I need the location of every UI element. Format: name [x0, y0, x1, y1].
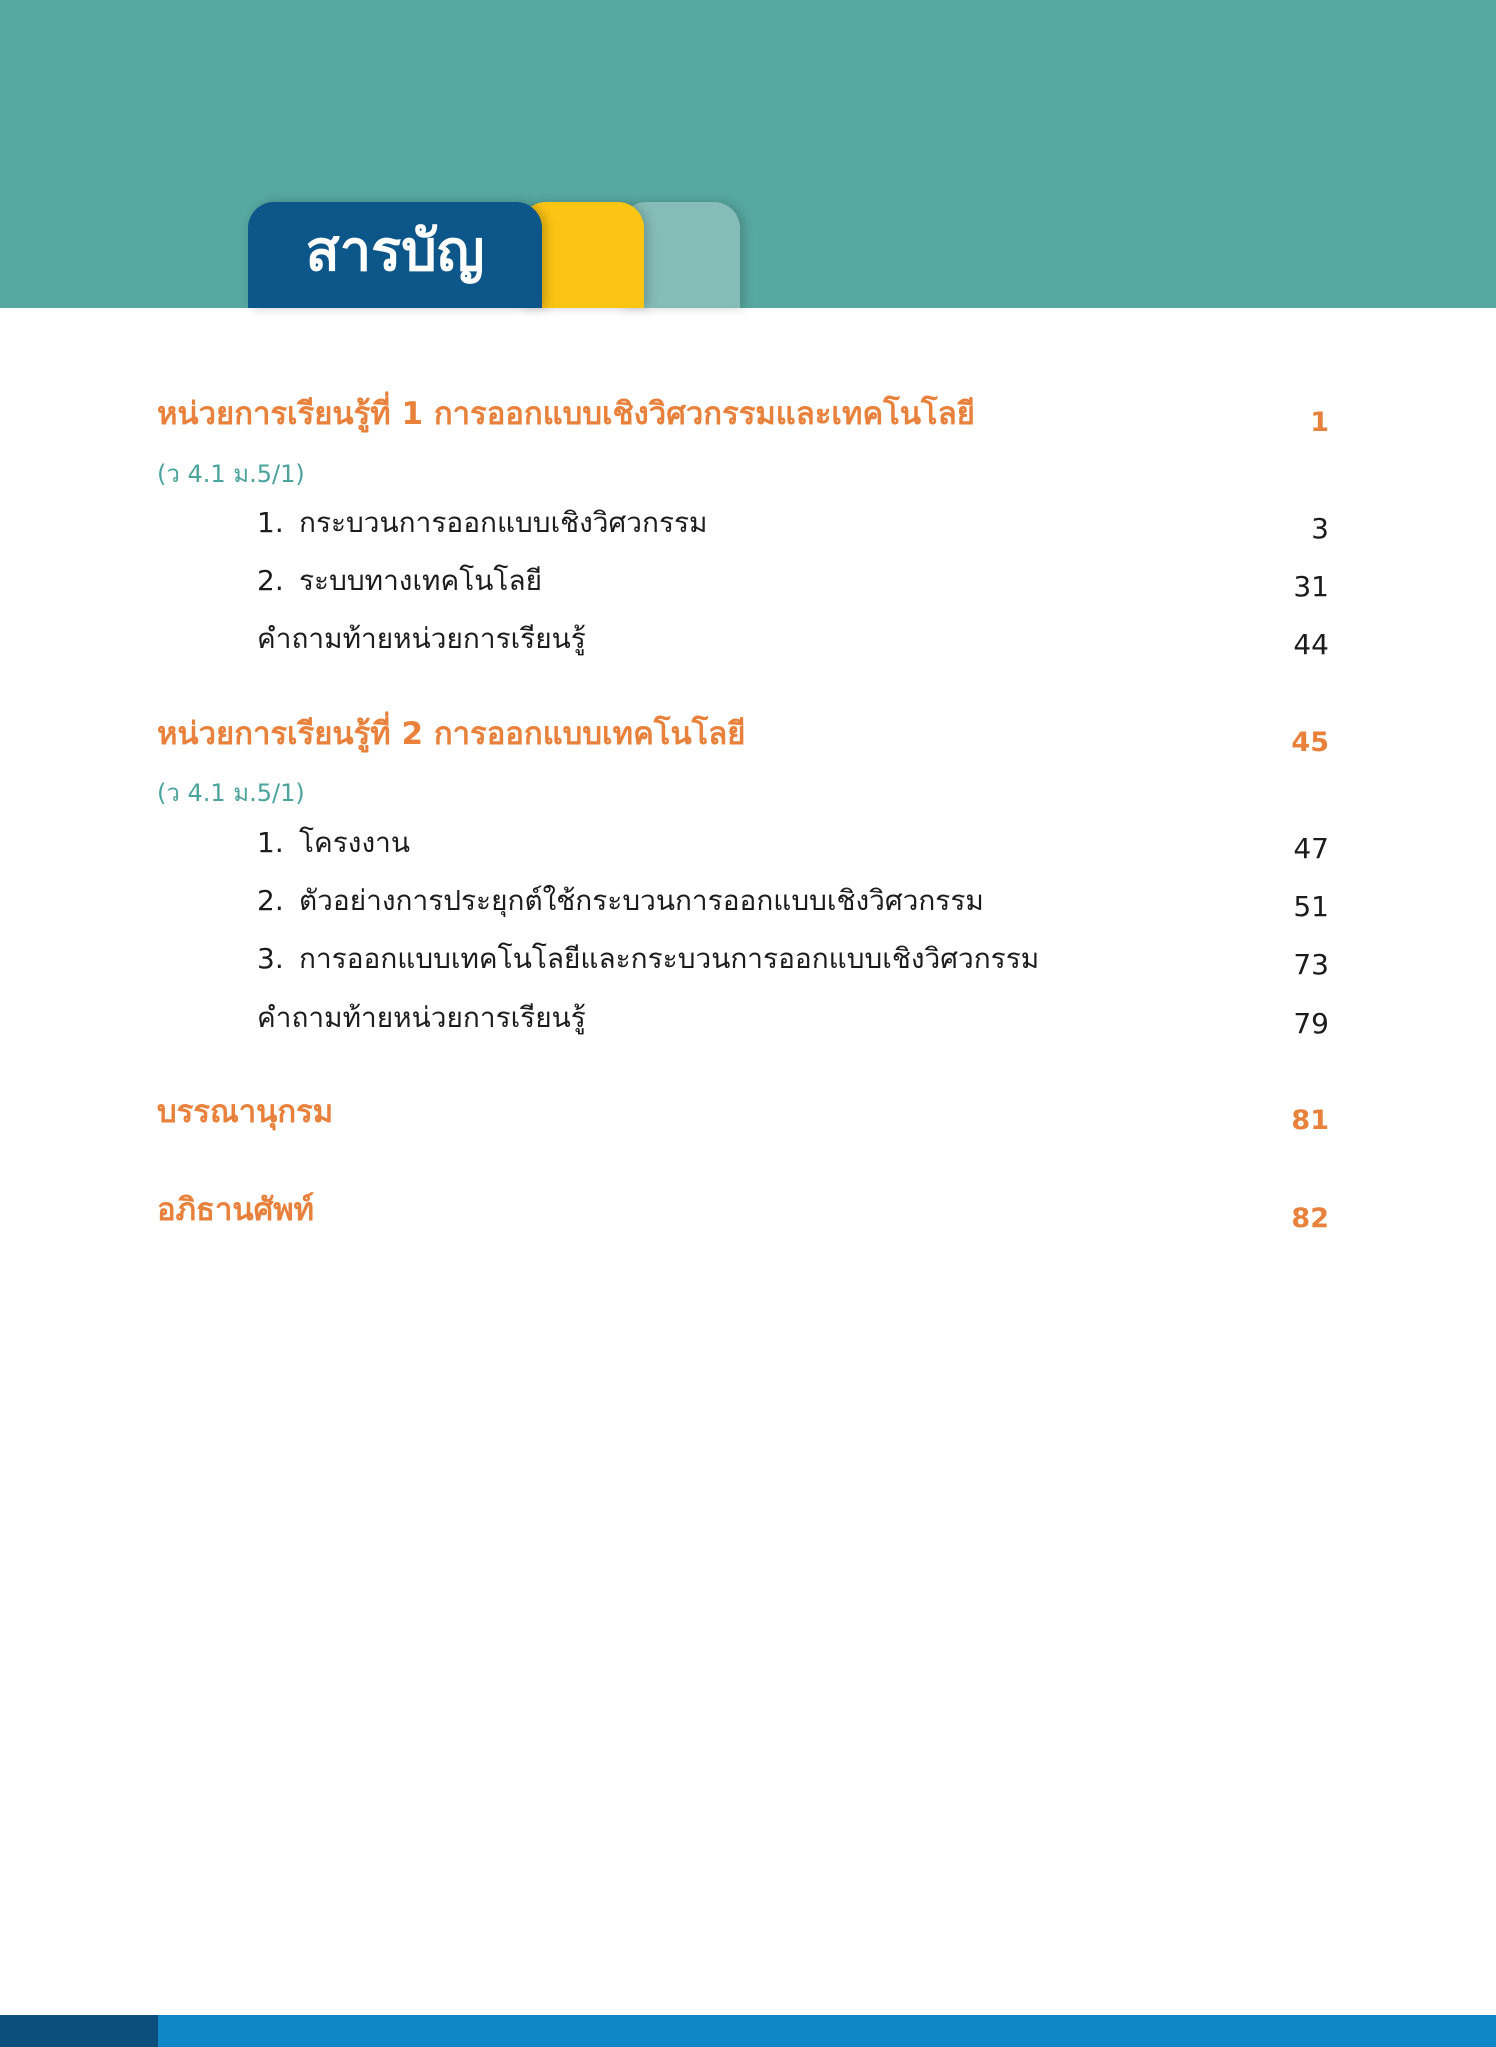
page-title: สารบัญ	[305, 219, 485, 284]
toc-unit-2-standard: (ว 4.1 ม.5/1)	[157, 779, 305, 807]
toc-item-label: การออกแบบเทคโนโลยีและกระบวนการออกแบบเชิงวิศวกรรม	[299, 942, 1040, 975]
toc-item-number: 3.	[257, 942, 284, 975]
toc-unit-2-heading[interactable]	[157, 716, 1329, 762]
toc-glossary-label: อภิธานศัพท์	[157, 1192, 315, 1228]
toc-unit-1-item-2[interactable]	[157, 561, 1329, 607]
toc-unit-2-item-1[interactable]	[157, 823, 1329, 869]
toc-questions-page: 79	[1293, 1007, 1329, 1040]
toc-item-label: กระบวนการออกแบบเชิงวิศวกรรม	[299, 506, 708, 539]
toc-item-label: ตัวอย่างการประยุกต์ใช้กระบวนการออกแบบเชิงวิศวกรรม	[299, 884, 984, 917]
toc-bibliography-page: 81	[1291, 1105, 1329, 1136]
toc-item-page: 73	[1293, 948, 1329, 981]
toc-item-label: โครงงาน	[299, 826, 411, 859]
toc-item-number: 2.	[257, 564, 284, 597]
toc-item-number: 2.	[257, 884, 284, 917]
toc-item-page: 51	[1293, 890, 1329, 923]
toc-item-label: ระบบทางเทคโนโลยี	[299, 564, 543, 597]
toc-unit-1-item-1[interactable]	[157, 503, 1329, 549]
footer-bar-dark	[0, 2015, 158, 2047]
footer-bar-blue	[158, 2015, 1496, 2047]
toc-unit-2-item-3[interactable]	[157, 939, 1329, 985]
toc-glossary-page: 82	[1291, 1203, 1329, 1234]
toc-questions-label: คำถามท้ายหน่วยการเรียนรู้	[257, 1001, 586, 1034]
toc-unit-1-title: หน่วยการเรียนรู้ที่ 1 การออกแบบเชิงวิศวกรรมและเทคโนโลยี	[157, 396, 975, 432]
toc-unit-1-heading[interactable]	[157, 396, 1329, 442]
header-tab-title	[248, 202, 542, 308]
header-band	[0, 0, 1496, 308]
toc-item-page: 31	[1293, 570, 1329, 603]
toc-item-number: 1.	[257, 826, 284, 859]
toc-item-page: 3	[1311, 512, 1329, 545]
toc-item-page: 47	[1293, 832, 1329, 865]
toc-unit-1-page: 1	[1310, 407, 1329, 438]
toc-item-number: 1.	[257, 506, 284, 539]
toc-questions-page: 44	[1293, 628, 1329, 661]
toc-unit-1-standard: (ว 4.1 ม.5/1)	[157, 460, 305, 488]
toc-unit-2-item-2[interactable]	[157, 881, 1329, 927]
toc-bibliography-label: บรรณานุกรม	[157, 1094, 334, 1130]
toc-unit-2-page: 45	[1291, 727, 1329, 758]
toc-unit-2-title: หน่วยการเรียนรู้ที่ 2 การออกแบบเทคโนโลยี	[157, 716, 746, 752]
toc-unit-1-questions[interactable]	[157, 619, 1329, 665]
toc-questions-label: คำถามท้ายหน่วยการเรียนรู้	[257, 622, 586, 655]
toc-unit-2-questions[interactable]	[157, 998, 1329, 1044]
toc-glossary[interactable]	[157, 1192, 1329, 1238]
toc-bibliography[interactable]	[157, 1094, 1329, 1140]
